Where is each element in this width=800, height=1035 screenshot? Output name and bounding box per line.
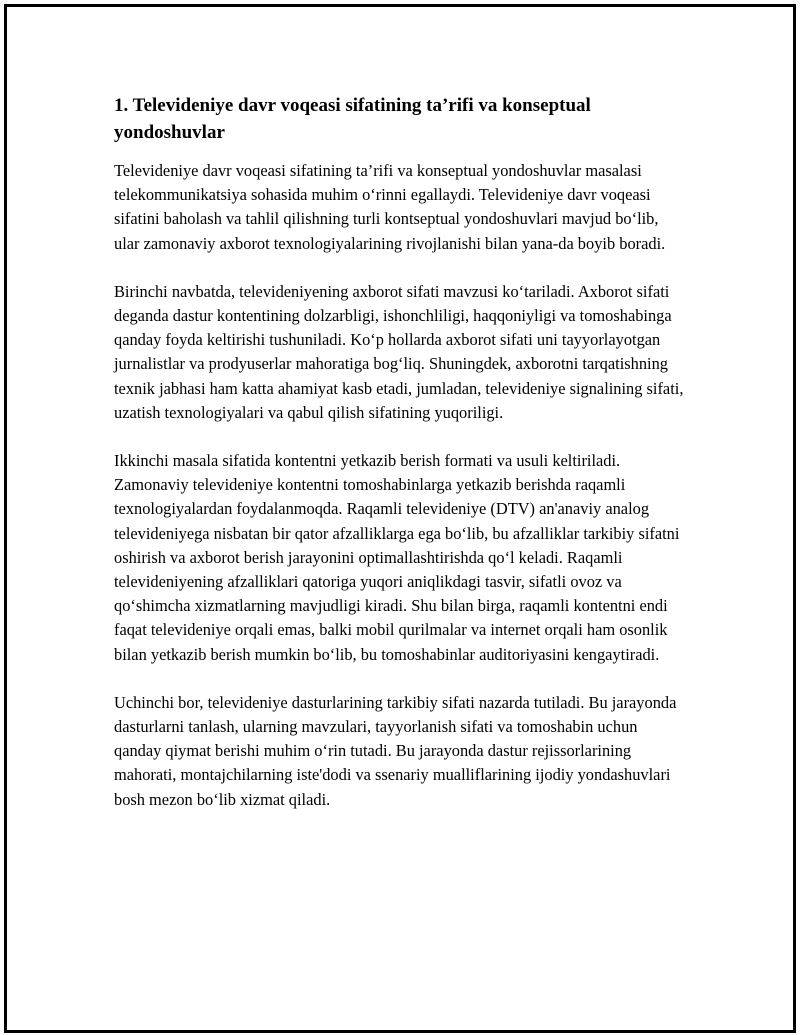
paragraph: Uchinchi bor, televideniye dasturlarining tarkibiy sifati nazarda tutiladi. Bu jarayonda dasturlarni tanlash, ularning mavzulari, tayyorlanish sifati va tomoshabin uchun qanday qiymat berishi muhim oʻrin tutadi. Bu jarayonda dastur rejissorlarining mahorati, montajchilarning iste'dodi va ssenariy mualliflarining ijodiy yondashuvlari bosh mezon boʻlib xizmat qiladi.: [114, 692, 677, 809]
paragraph: Birinchi navbatda, televideniyening axborot sifati mavzusi koʻtariladi. Axborot sifati deganda dastur kontentining dolzarbligi, ishonchliligi, haqqoniyligi va tomoshabinga qanday foyda keltirishi tushuniladi. Koʻp hollarda axborot sifati uni tayyorlayotgan jurnalistlar va prodyuserlar mahoratiga bogʻliq. Shuningdek, axborotni tarqatishning texnik jabhasi ham katta ahamiyat kasb etadi, jumladan, televideniye signalining sifati, uzatish texnologiyalari va qabul qilish sifatining yuqoriligi.: [114, 281, 684, 422]
section-heading: 1. Televideniye davr voqeasi sifatining ta’rifi va konseptual yondoshuvlar: [114, 95, 591, 143]
document-body: [114, 92, 684, 836]
paragraph: Televideniye davr voqeasi sifatining ta’rifi va konseptual yondoshuvlar masalasi telekommunikatsiya sohasida muhim oʻrinni egallaydi. Televideniye davr voqeasi sifatini baholash va tahlil qilishning turli kontseptual yondoshuvlari mavjud boʻlib, ular zamonaviy axborot texnologiyalarining rivojlanishi bilan yana-da boyib boradi.: [114, 161, 666, 253]
paragraph: Ikkinchi masala sifatida kontentni yetkazib berish formati va usuli keltiriladi. Zamonaviy televideniye kontentni tomoshabinlarga yetkazib berishda raqamli texnologiyalardan foydalanmoqda. Raqamli televideniye (DTV) an'anaviy analog televideniyega nisbatan bir qator afzalliklarga ega boʻlib, bu afzalliklar tarkibiy sifatni oshirish va axborot berish jarayonini optimallashtirishda qoʻl keladi. Raqamli televideniyening afzalliklari qatoriga yuqori aniqlikdagi tasvir, sifatli ovoz va qoʻshimcha xizmatlarning mavjudligi kiradi. Shu bilan birga, raqamli kontentni endi faqat televideniye orqali emas, balki mobil qurilmalar va internet orqali ham osonlik bilan yetkazib berish mumkin boʻlib, bu tomoshabinlar auditoriyasini kengaytiradi.: [114, 451, 680, 664]
